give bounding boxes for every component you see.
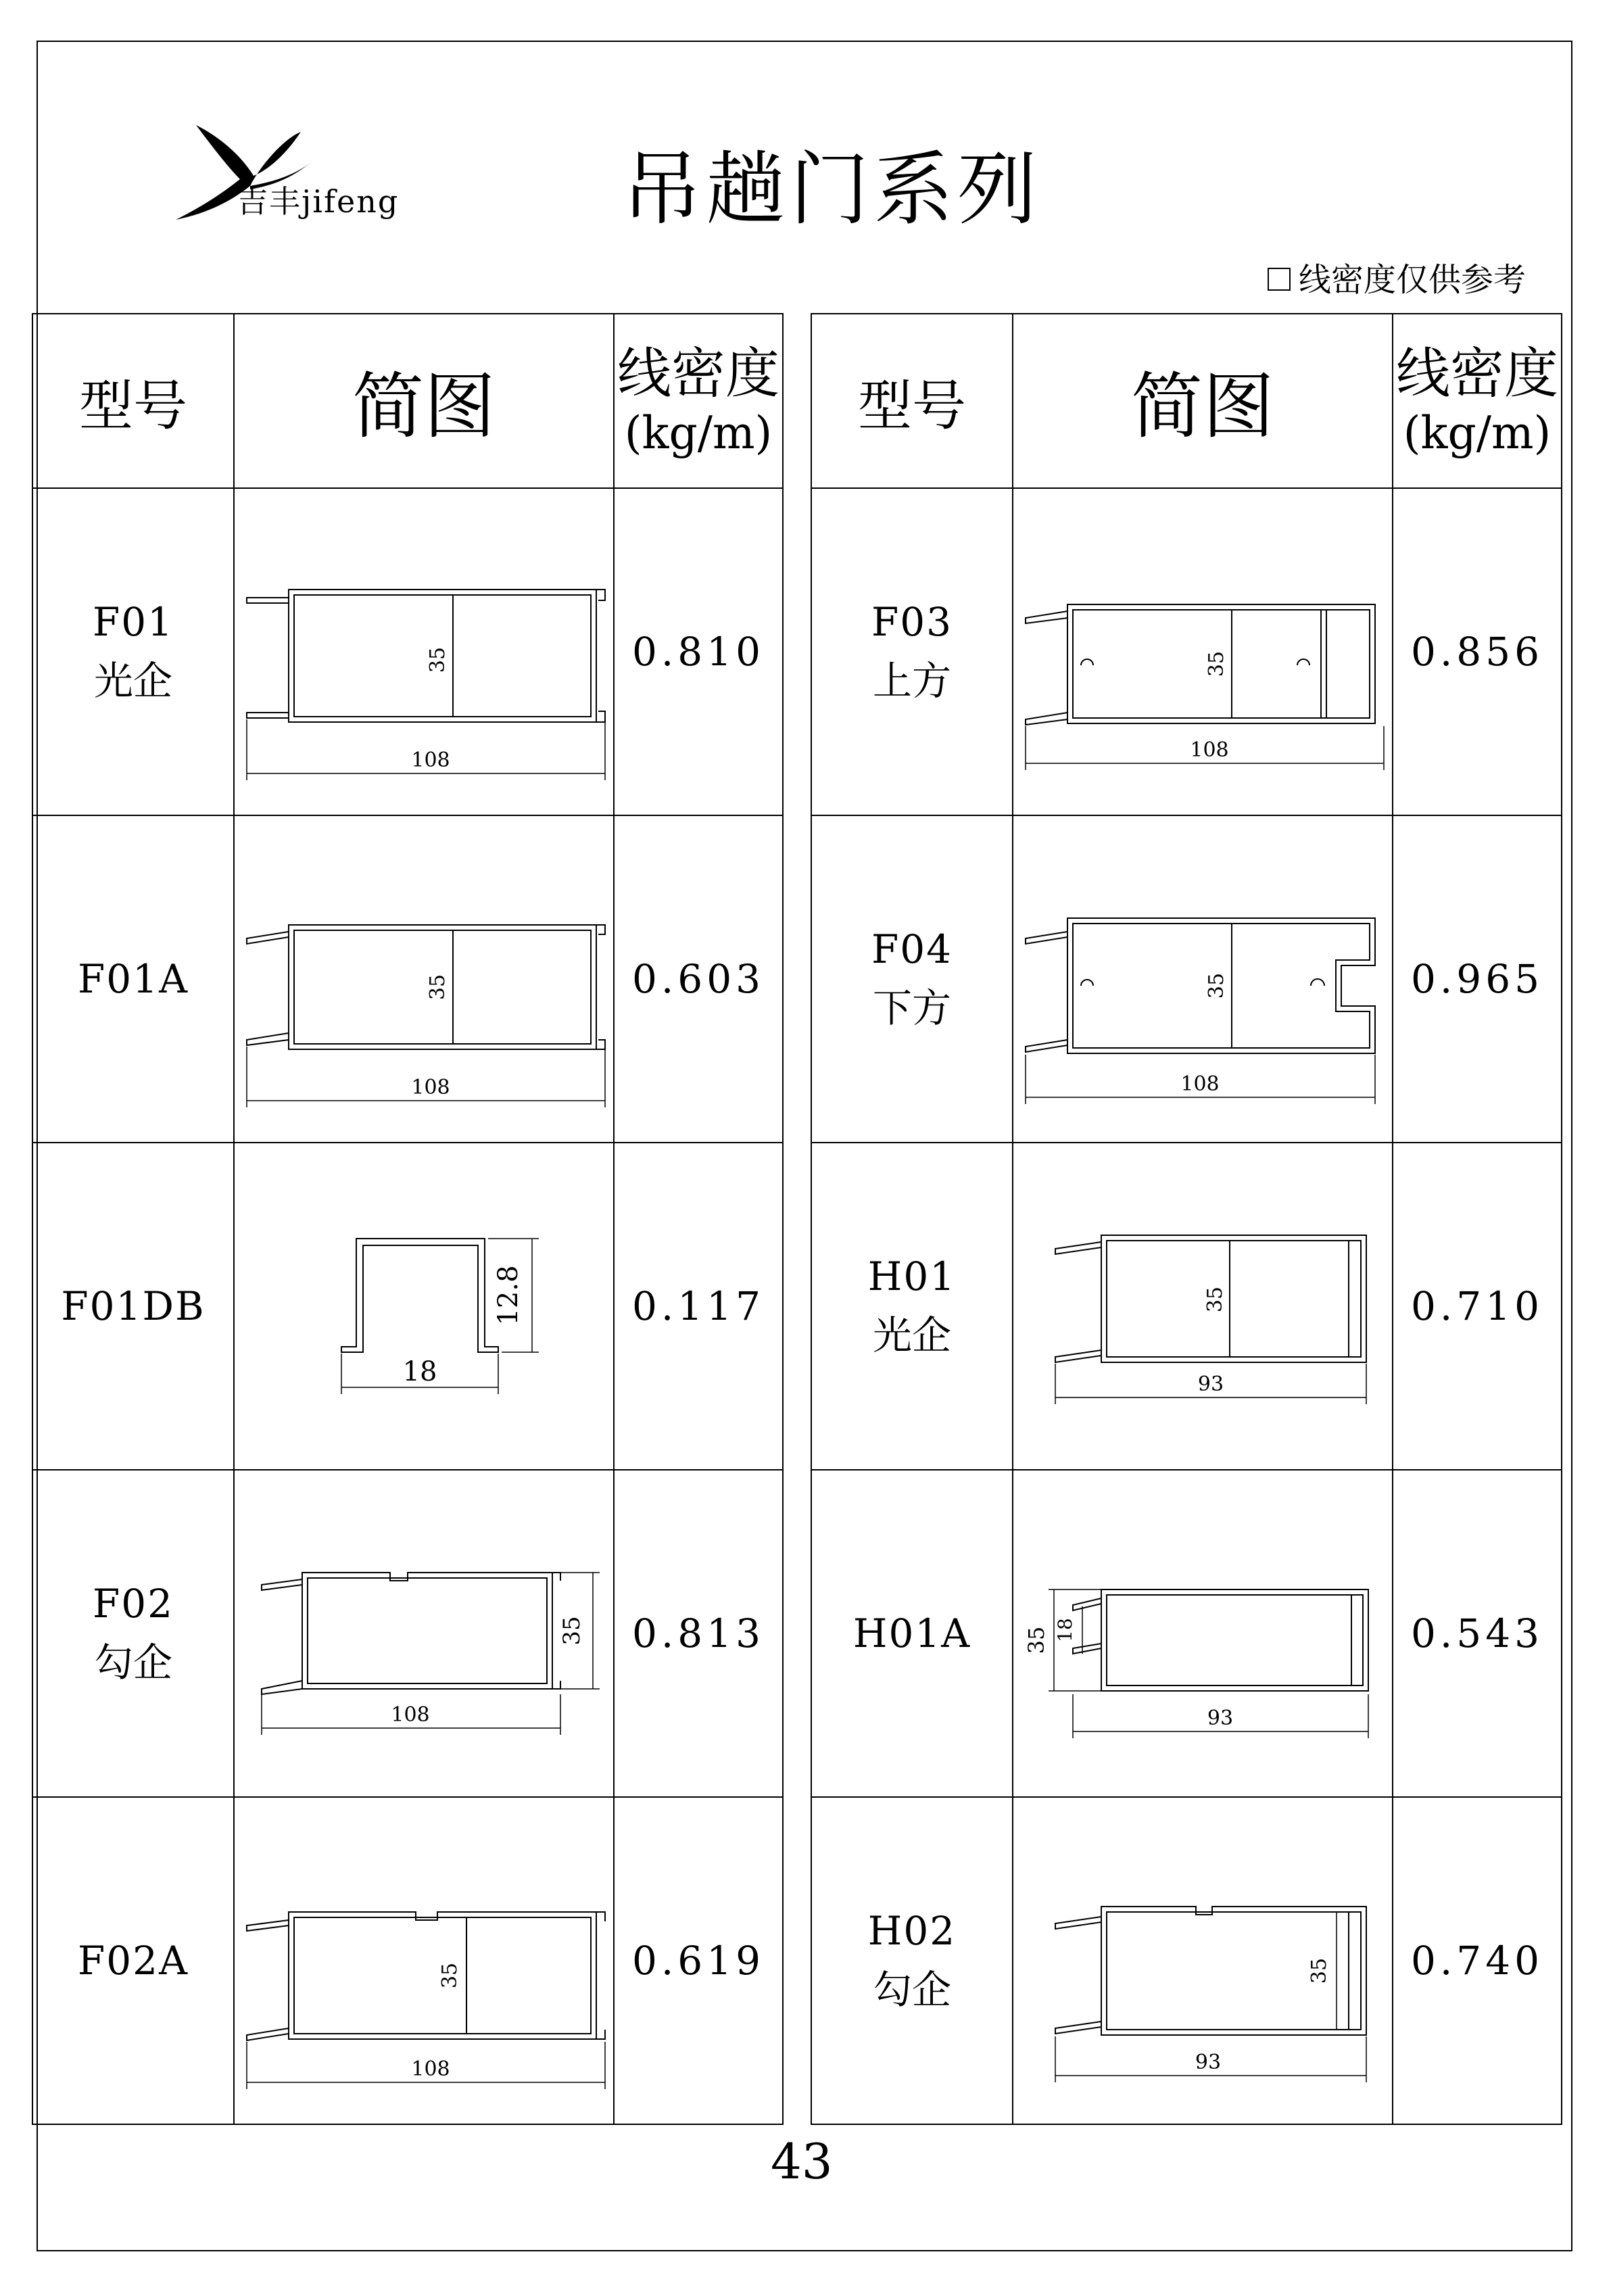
table-row <box>811 1470 1562 1797</box>
model-cell: F02A <box>32 1797 234 2124</box>
svg-text:93: 93 <box>1195 2051 1222 2074</box>
col-density: 线密度 (kg/m) <box>614 314 783 488</box>
profile-h02 <box>1013 1825 1392 2096</box>
svg-text:93: 93 <box>1207 1706 1234 1730</box>
checkbox-icon <box>1268 268 1291 291</box>
logo-text: 吉丰jifeng <box>237 183 400 220</box>
reference-note <box>1268 254 1526 300</box>
profile-drawing <box>1013 1470 1393 1797</box>
model-cell: F01A <box>32 815 234 1143</box>
profile-h01 <box>1013 1171 1392 1441</box>
table-row <box>32 815 783 1143</box>
profile-f02 <box>235 1498 613 1769</box>
profile-f04 <box>1013 844 1392 1114</box>
svg-text:35: 35 <box>426 646 450 673</box>
table-row <box>32 1470 783 1797</box>
page-number: 43 <box>771 2133 833 2190</box>
profile-f01 <box>235 517 613 787</box>
profile-f01a <box>235 844 613 1114</box>
table-row <box>811 1797 1562 2124</box>
col-model: 型号 <box>32 314 234 488</box>
table-row <box>811 815 1562 1143</box>
density-value: 0.710 <box>1393 1143 1562 1470</box>
svg-text:108: 108 <box>1180 1072 1220 1096</box>
model-cell: F04 下方 <box>811 815 1013 1143</box>
col-drawing: 简图 <box>1013 314 1393 488</box>
table-row <box>32 1797 783 2124</box>
profile-drawing <box>234 1797 614 2124</box>
table-row <box>811 1143 1562 1470</box>
left-spec-table <box>32 313 784 2125</box>
profile-drawing <box>1013 815 1393 1143</box>
table-header <box>811 314 1562 488</box>
svg-text:35: 35 <box>558 1616 585 1646</box>
model-cell: F03 上方 <box>811 488 1013 815</box>
svg-text:35: 35 <box>426 974 450 1001</box>
density-value: 0.603 <box>614 815 783 1143</box>
density-value: 0.619 <box>614 1797 783 2124</box>
profile-drawing <box>234 815 614 1143</box>
table-row <box>811 488 1562 815</box>
svg-text:35: 35 <box>1307 1957 1331 1984</box>
col-drawing: 简图 <box>234 314 614 488</box>
profile-drawing <box>1013 1797 1393 2124</box>
profile-drawing <box>234 488 614 815</box>
density-value: 0.543 <box>1393 1470 1562 1797</box>
svg-text:35: 35 <box>1205 650 1228 677</box>
svg-text:108: 108 <box>1190 738 1229 762</box>
model-cell: F01DB <box>32 1143 234 1470</box>
profile-f01db <box>235 1171 613 1441</box>
profile-drawing <box>234 1470 614 1797</box>
svg-text:18: 18 <box>402 1356 437 1387</box>
note-text: 线密度仅供参考 <box>1299 261 1526 299</box>
density-value: 0.810 <box>614 488 783 815</box>
svg-text:108: 108 <box>411 1076 450 1099</box>
model-cell: H01 光企 <box>811 1143 1013 1470</box>
table-row <box>32 488 783 815</box>
svg-text:35: 35 <box>438 1962 462 1989</box>
table-row <box>32 1143 783 1470</box>
density-value: 0.813 <box>614 1470 783 1797</box>
svg-text:108: 108 <box>391 1703 430 1727</box>
svg-text:12.8: 12.8 <box>493 1265 524 1326</box>
table-header <box>32 314 783 488</box>
profile-f03 <box>1013 517 1392 787</box>
density-value: 0.740 <box>1393 1797 1562 2124</box>
svg-text:108: 108 <box>411 748 450 772</box>
col-density: 线密度 (kg/m) <box>1393 314 1562 488</box>
profile-f02a <box>235 1825 613 2096</box>
col-model: 型号 <box>811 314 1013 488</box>
svg-text:108: 108 <box>411 2057 450 2081</box>
svg-text:35: 35 <box>1205 972 1228 999</box>
model-cell: F02 勾企 <box>32 1470 234 1797</box>
page-title: 吊趟门系列 <box>622 143 1042 236</box>
svg-text:35: 35 <box>1203 1286 1227 1313</box>
model-cell: H01A <box>811 1470 1013 1797</box>
profile-h01a <box>1013 1498 1392 1769</box>
profile-drawing <box>234 1143 614 1470</box>
model-cell: F01 光企 <box>32 488 234 815</box>
svg-text:93: 93 <box>1197 1372 1224 1396</box>
density-value: 0.965 <box>1393 815 1562 1143</box>
profile-drawing <box>1013 488 1393 815</box>
svg-text:35: 35 <box>1024 1626 1049 1654</box>
density-value: 0.856 <box>1393 488 1562 815</box>
right-spec-table <box>811 313 1562 2125</box>
svg-text:18: 18 <box>1054 1618 1076 1642</box>
model-cell: H02 勾企 <box>811 1797 1013 2124</box>
profile-drawing <box>1013 1143 1393 1470</box>
density-value: 0.117 <box>614 1143 783 1470</box>
